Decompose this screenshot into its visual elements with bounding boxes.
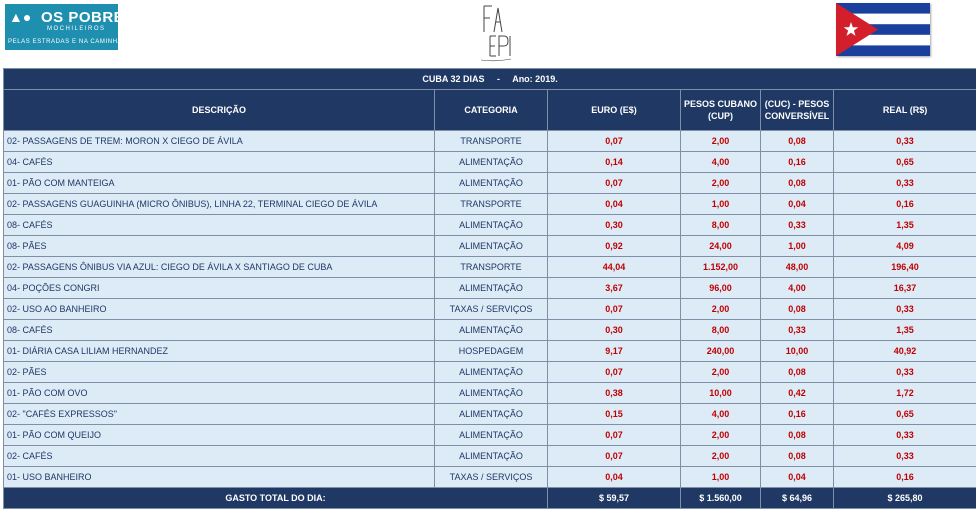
table-row (4, 467, 976, 488)
cuc-cell: 0,08 (761, 131, 834, 152)
table-row (4, 299, 976, 320)
euro-cell: 0,07 (548, 446, 681, 467)
euro-cell: 0,30 (548, 320, 681, 341)
real-cell: 1,35 (834, 320, 976, 341)
table-row (4, 341, 976, 362)
euro-cell: 44,04 (548, 257, 681, 278)
table-title-row (4, 69, 976, 90)
real-cell: 1,72 (834, 383, 976, 404)
header-cup: PESOS CUBANO (CUP) (681, 90, 761, 131)
cup-cell: 4,00 (681, 152, 761, 173)
category-cell: ALIMENTAÇÃO (435, 215, 548, 236)
cup-cell: 1,00 (681, 467, 761, 488)
cuc-cell: 0,08 (761, 299, 834, 320)
cup-cell: 10,00 (681, 383, 761, 404)
real-cell: 0,16 (834, 467, 976, 488)
category-cell: ALIMENTAÇÃO (435, 362, 548, 383)
table-row (4, 215, 976, 236)
cuc-cell: 0,42 (761, 383, 834, 404)
cup-cell: 2,00 (681, 425, 761, 446)
cup-cell: 1,00 (681, 194, 761, 215)
description-cell: 02- "CAFÉS EXPRESSOS" (4, 404, 435, 425)
table-header-row (4, 90, 976, 131)
header-real: REAL (R$) (834, 90, 976, 131)
category-cell: TRANSPORTE (435, 257, 548, 278)
description-cell: 02- CAFÉS (4, 446, 435, 467)
cuc-cell: 0,08 (761, 425, 834, 446)
category-cell: HOSPEDAGEM (435, 341, 548, 362)
real-cell: 0,33 (834, 299, 976, 320)
real-cell: 0,33 (834, 446, 976, 467)
cuc-cell: 0,33 (761, 320, 834, 341)
euro-cell: 0,04 (548, 194, 681, 215)
cuc-cell: 0,16 (761, 152, 834, 173)
cup-cell: 8,00 (681, 215, 761, 236)
table-row (4, 320, 976, 341)
logo-tagline: PELAS ESTRADAS E NA CAMINHADA (8, 39, 132, 45)
real-cell: 1,35 (834, 215, 976, 236)
description-cell: 02- PASSAGENS ÔNIBUS VIA AZUL: CIEGO DE ÁVILA X SANTIAGO DE CUBA (4, 257, 435, 278)
euro-cell: 0,07 (548, 425, 681, 446)
cup-cell: 8,00 (681, 320, 761, 341)
description-cell: 08- CAFÉS (4, 320, 435, 341)
category-cell: ALIMENTAÇÃO (435, 404, 548, 425)
cup-cell: 2,00 (681, 173, 761, 194)
real-cell: 196,40 (834, 257, 976, 278)
category-cell: ALIMENTAÇÃO (435, 278, 548, 299)
real-cell: 0,65 (834, 404, 976, 425)
description-cell: 01- PÃO COM OVO (4, 383, 435, 404)
euro-cell: 0,07 (548, 362, 681, 383)
table-row (4, 362, 976, 383)
os-pobres-mochileiros-logo (5, 4, 118, 50)
euro-cell: 0,30 (548, 215, 681, 236)
real-cell: 4,09 (834, 236, 976, 257)
cup-cell: 96,00 (681, 278, 761, 299)
description-cell: 01- PÃO COM QUEIJO (4, 425, 435, 446)
description-cell: 01- USO BANHEIRO (4, 467, 435, 488)
backpacker-icon: ▲● (9, 10, 31, 24)
table-row (4, 383, 976, 404)
category-cell: ALIMENTAÇÃO (435, 425, 548, 446)
logo-subtitle: MOCHILEIROS (47, 26, 106, 32)
real-cell: 0,33 (834, 131, 976, 152)
euro-cell: 3,67 (548, 278, 681, 299)
real-cell: 0,33 (834, 425, 976, 446)
table-row (4, 404, 976, 425)
cup-cell: 1.152,00 (681, 257, 761, 278)
table-row (4, 446, 976, 467)
table-row (4, 257, 976, 278)
logo-brand: OS POBRES (41, 9, 135, 26)
cuc-cell: 10,00 (761, 341, 834, 362)
description-cell: 02- PASSAGENS GUAGUINHA (MICRO ÔNIBUS), LINHA 22, TERMINAL CIEGO DE ÁVILA (4, 194, 435, 215)
table-title: CUBA 32 DIAS - Ano: 2019. (4, 69, 976, 90)
euro-cell: 0,07 (548, 299, 681, 320)
total-cup: $ 1.560,00 (681, 488, 761, 509)
cuc-cell: 0,16 (761, 404, 834, 425)
description-cell: 08- PÃES (4, 236, 435, 257)
total-real: $ 265,80 (834, 488, 976, 509)
table-row (4, 131, 976, 152)
cuc-cell: 48,00 (761, 257, 834, 278)
cuc-cell: 0,04 (761, 194, 834, 215)
table-row (4, 425, 976, 446)
total-cuc: $ 64,96 (761, 488, 834, 509)
description-cell: 02- PÃES (4, 362, 435, 383)
table-row (4, 278, 976, 299)
euro-cell: 0,07 (548, 131, 681, 152)
header-descricao: DESCRIÇÃO (4, 90, 435, 131)
euro-cell: 0,38 (548, 383, 681, 404)
table-row (4, 173, 976, 194)
expense-table (3, 68, 976, 509)
description-cell: 01- DIÁRIA CASA LILIAM HERNANDEZ (4, 341, 435, 362)
total-row (4, 488, 976, 509)
cuc-cell: 0,08 (761, 173, 834, 194)
real-cell: 16,37 (834, 278, 976, 299)
real-cell: 0,33 (834, 362, 976, 383)
euro-cell: 9,17 (548, 341, 681, 362)
category-cell: ALIMENTAÇÃO (435, 383, 548, 404)
cuc-cell: 0,04 (761, 467, 834, 488)
cuba-flag-icon (836, 3, 930, 56)
cup-cell: 2,00 (681, 446, 761, 467)
total-label: GASTO TOTAL DO DIA: (4, 488, 548, 509)
description-cell: 04- CAFÉS (4, 152, 435, 173)
euro-cell: 0,15 (548, 404, 681, 425)
cup-cell: 4,00 (681, 404, 761, 425)
cup-cell: 2,00 (681, 362, 761, 383)
description-cell: 02- USO AO BANHEIRO (4, 299, 435, 320)
cuc-cell: 4,00 (761, 278, 834, 299)
cup-cell: 2,00 (681, 299, 761, 320)
real-cell: 0,65 (834, 152, 976, 173)
category-cell: ALIMENTAÇÃO (435, 236, 548, 257)
cup-cell: 240,00 (681, 341, 761, 362)
category-cell: ALIMENTAÇÃO (435, 152, 548, 173)
description-cell: 01- PÃO COM MANTEIGA (4, 173, 435, 194)
cuc-cell: 1,00 (761, 236, 834, 257)
euro-cell: 0,14 (548, 152, 681, 173)
cuc-cell: 0,33 (761, 215, 834, 236)
euro-cell: 0,07 (548, 173, 681, 194)
table-row (4, 152, 976, 173)
category-cell: TAXAS / SERVIÇOS (435, 299, 548, 320)
real-cell: 0,16 (834, 194, 976, 215)
header-categoria: CATEGORIA (435, 90, 548, 131)
real-cell: 0,33 (834, 173, 976, 194)
cuc-cell: 0,08 (761, 362, 834, 383)
category-cell: ALIMENTAÇÃO (435, 173, 548, 194)
description-cell: 04- POÇÕES CONGRI (4, 278, 435, 299)
cuc-cell: 0,08 (761, 446, 834, 467)
description-cell: 08- CAFÉS (4, 215, 435, 236)
description-cell: 02- PASSAGENS DE TREM: MORON X CIEGO DE ÁVILA (4, 131, 435, 152)
category-cell: TRANSPORTE (435, 131, 548, 152)
total-euro: $ 59,57 (548, 488, 681, 509)
table-row (4, 194, 976, 215)
header-euro: EURO (E$) (548, 90, 681, 131)
category-cell: TAXAS / SERVIÇOS (435, 467, 548, 488)
table-row (4, 236, 976, 257)
euro-cell: 0,92 (548, 236, 681, 257)
real-cell: 40,92 (834, 341, 976, 362)
category-cell: ALIMENTAÇÃO (435, 320, 548, 341)
category-cell: ALIMENTAÇÃO (435, 446, 548, 467)
category-cell: TRANSPORTE (435, 194, 548, 215)
fael-epi-signature-logo (478, 2, 514, 64)
cup-cell: 2,00 (681, 131, 761, 152)
euro-cell: 0,04 (548, 467, 681, 488)
header-cuc: (CUC) - PESOS CONVERSÍVEL (761, 90, 834, 131)
cup-cell: 24,00 (681, 236, 761, 257)
